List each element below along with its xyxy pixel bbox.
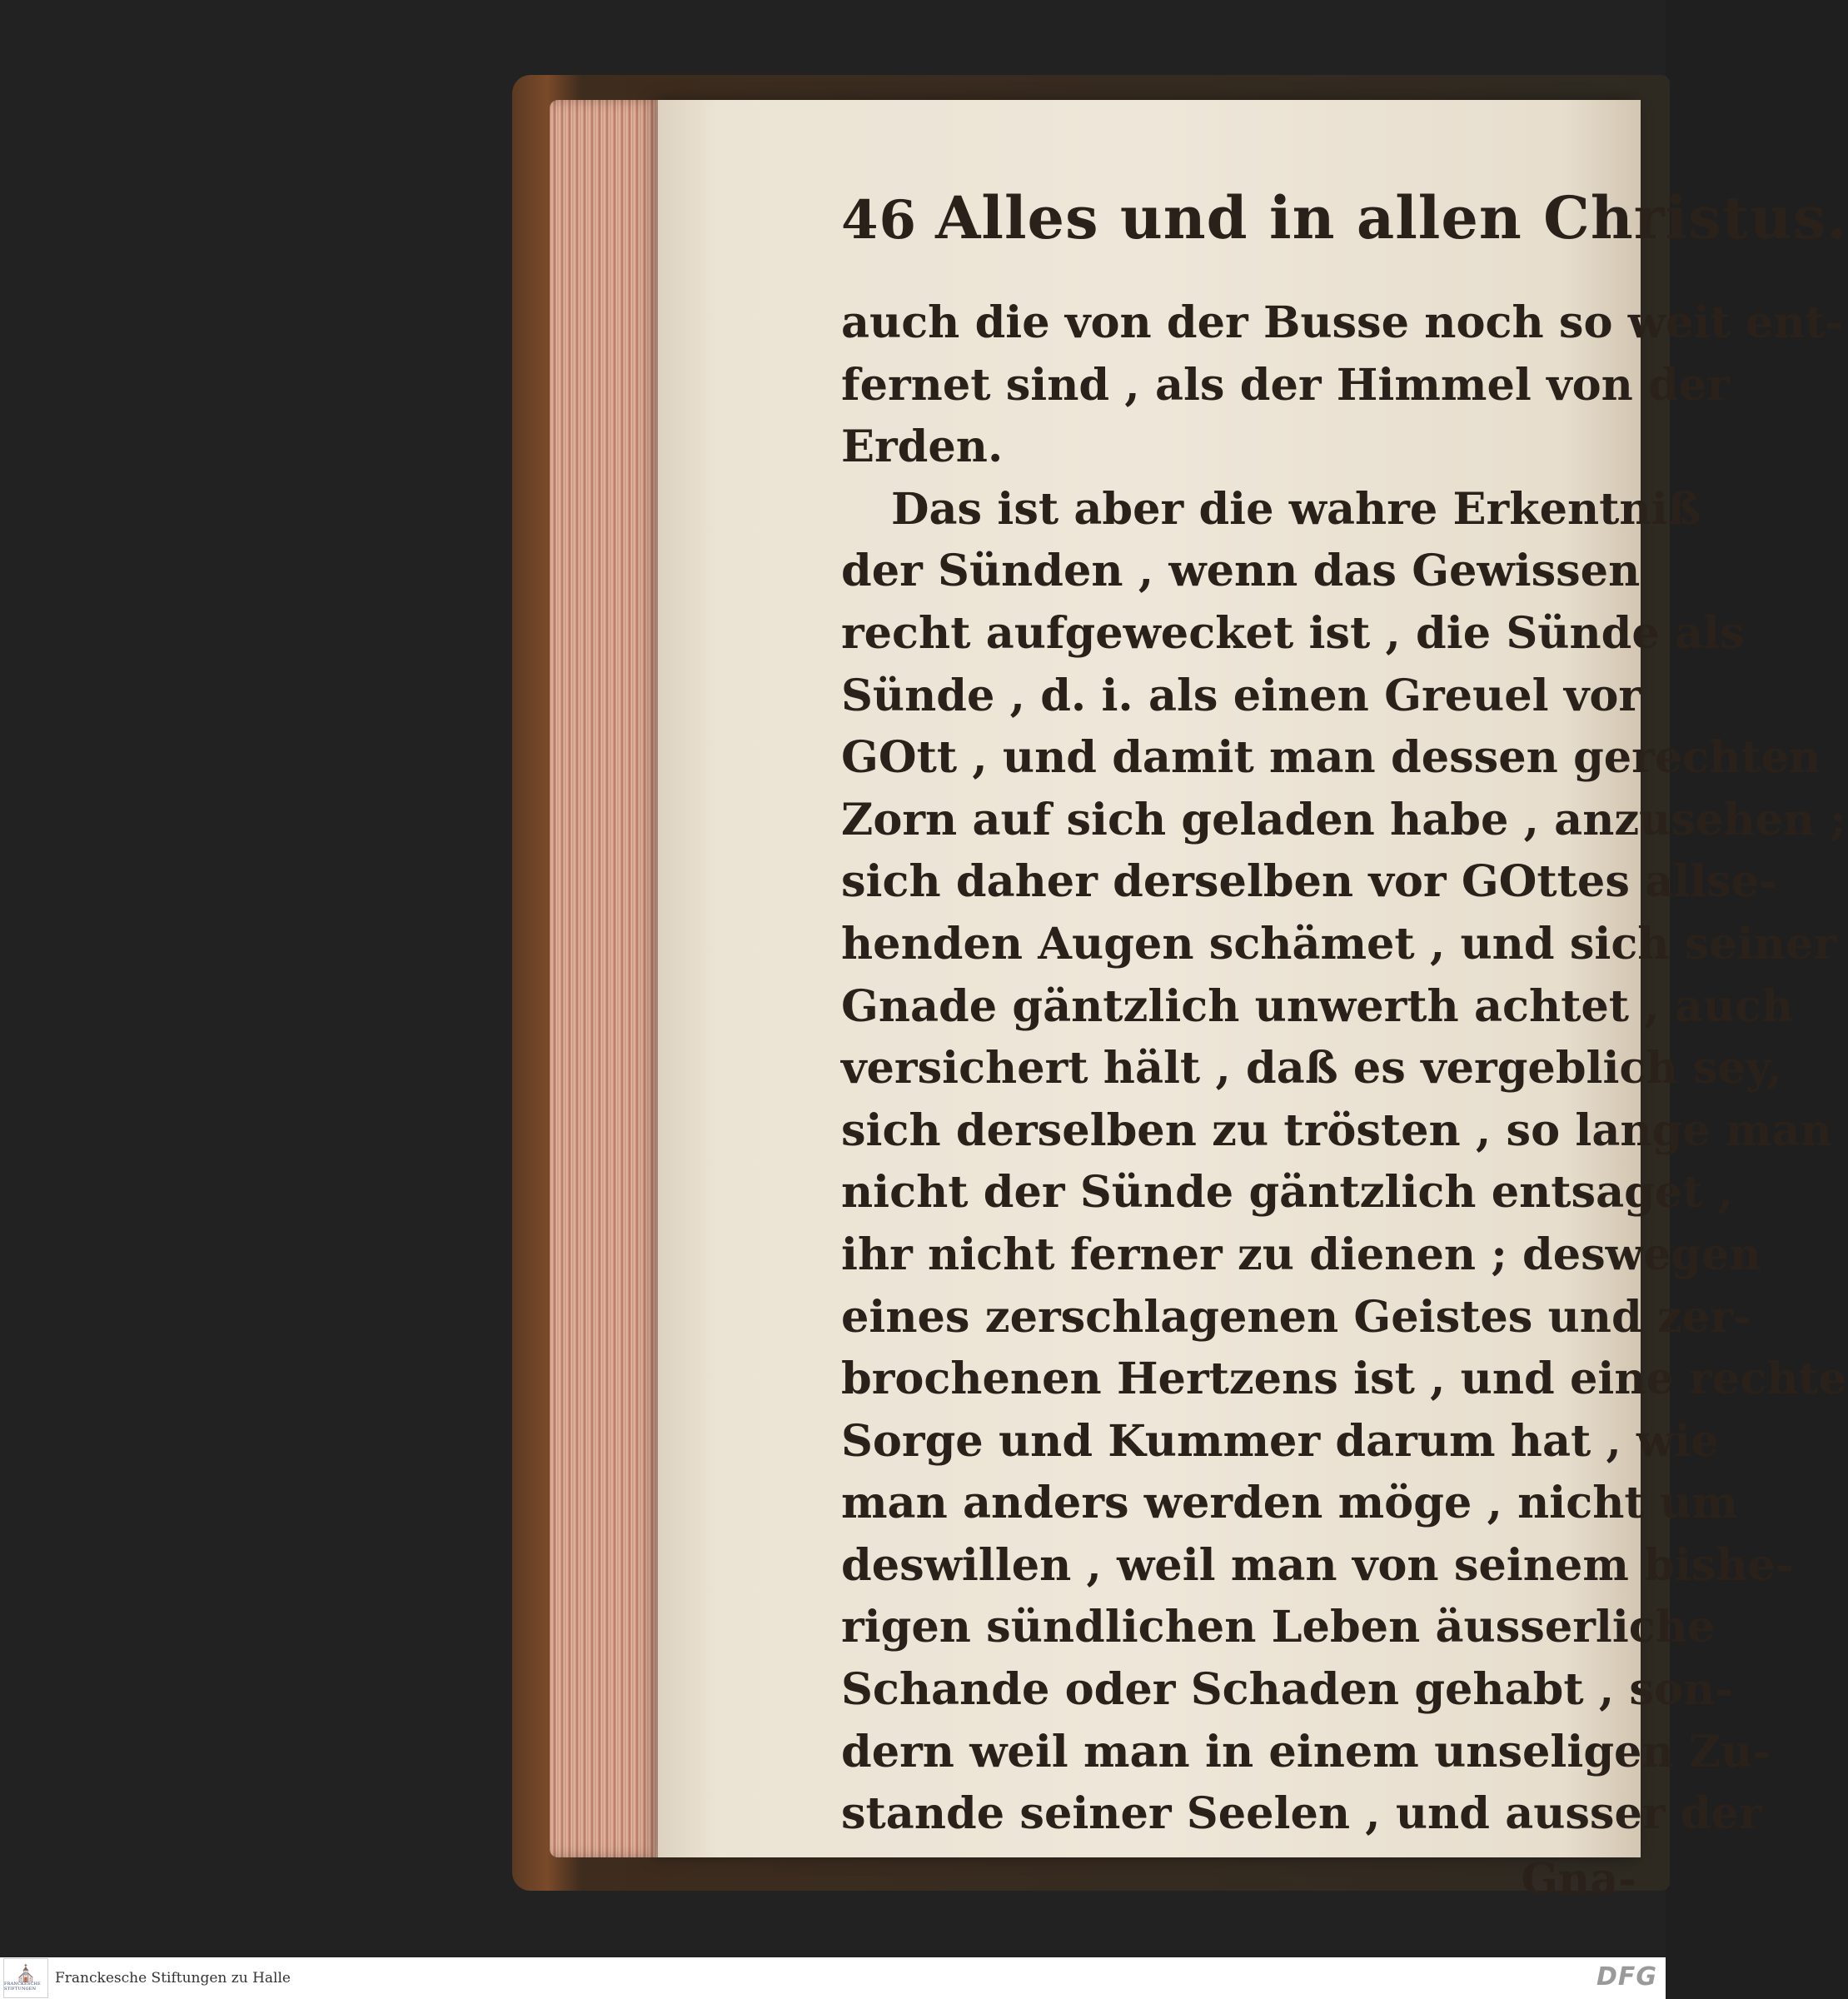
text-line: ihr nicht ferner zu dienen ; deswegen [841, 1229, 1761, 1280]
text-line: nicht der Sünde gäntzlich entsaget , [841, 1167, 1734, 1219]
institution-name: Franckesche Stiftungen zu Halle [55, 1970, 291, 1987]
running-head [841, 183, 1848, 252]
page-content [841, 183, 1848, 1911]
text-line: Erden. [841, 421, 1004, 473]
institution-logo[interactable] [3, 1958, 48, 1998]
building-icon: ⛪ [15, 1963, 37, 1983]
text-line: henden Augen schämet , und sich seiner [841, 918, 1836, 970]
text-line: GOtt , und damit man dessen gerechten [841, 732, 1821, 784]
text-line: sich daher derselben vor GOttes allse- [841, 856, 1777, 908]
text-line: dern weil man in einem unseligen Zu- [841, 1726, 1771, 1777]
text-line: stande seiner Seelen , und ausser der [841, 1788, 1762, 1840]
text-line: Zorn auf sich geladen habe , anzusehen ; [841, 794, 1846, 845]
text-line: der Sünden , wenn das Gewissen [841, 546, 1641, 597]
text-line: sich derselben zu trösten , so lange man [841, 1104, 1832, 1156]
dfg-logo[interactable]: DFG [1596, 1962, 1657, 1992]
text-line: rigen sündlichen Leben äusserliche [841, 1602, 1716, 1653]
text-line: Das ist aber die wahre Erkentniß [891, 483, 1701, 535]
text-line: eines zerschlagenen Geistes und zer- [841, 1291, 1751, 1343]
text-line: deswillen , weil man von seinem bishe- [841, 1539, 1794, 1591]
logo-text: FRANCKESCHE STIFTUNGEN [4, 1982, 41, 1992]
text-line: Gnade gäntzlich unwerth achtet , auch [841, 980, 1794, 1032]
text-line: brochenen Hertzens ist , und eine rechte [841, 1353, 1847, 1405]
footer-bar [0, 1957, 1666, 1999]
text-line: auch die von der Busse noch so weit ent- [841, 297, 1844, 348]
running-head-title: Alles und in allen Christus. [935, 183, 1848, 252]
text-line: fernet sind , als der Himmel von der [841, 359, 1730, 411]
text-line: versichert hält , daß es vergeblich sey, [841, 1043, 1782, 1094]
text-line: Sünde , d. i. als einen Greuel vor [841, 670, 1641, 721]
catchword: Gna- [1521, 1853, 1636, 1905]
text-line: man anders werden möge , nicht um [841, 1478, 1738, 1529]
text-line: recht aufgewecket ist , die Sünde als [841, 607, 1745, 659]
text-line: Sorge und Kummer darum hat , wie [841, 1415, 1719, 1467]
text-line: Schande oder Schaden gehabt , son- [841, 1664, 1733, 1716]
body-text [841, 292, 1847, 1846]
book-page [658, 100, 1848, 1905]
page-number: 46 [841, 189, 918, 252]
